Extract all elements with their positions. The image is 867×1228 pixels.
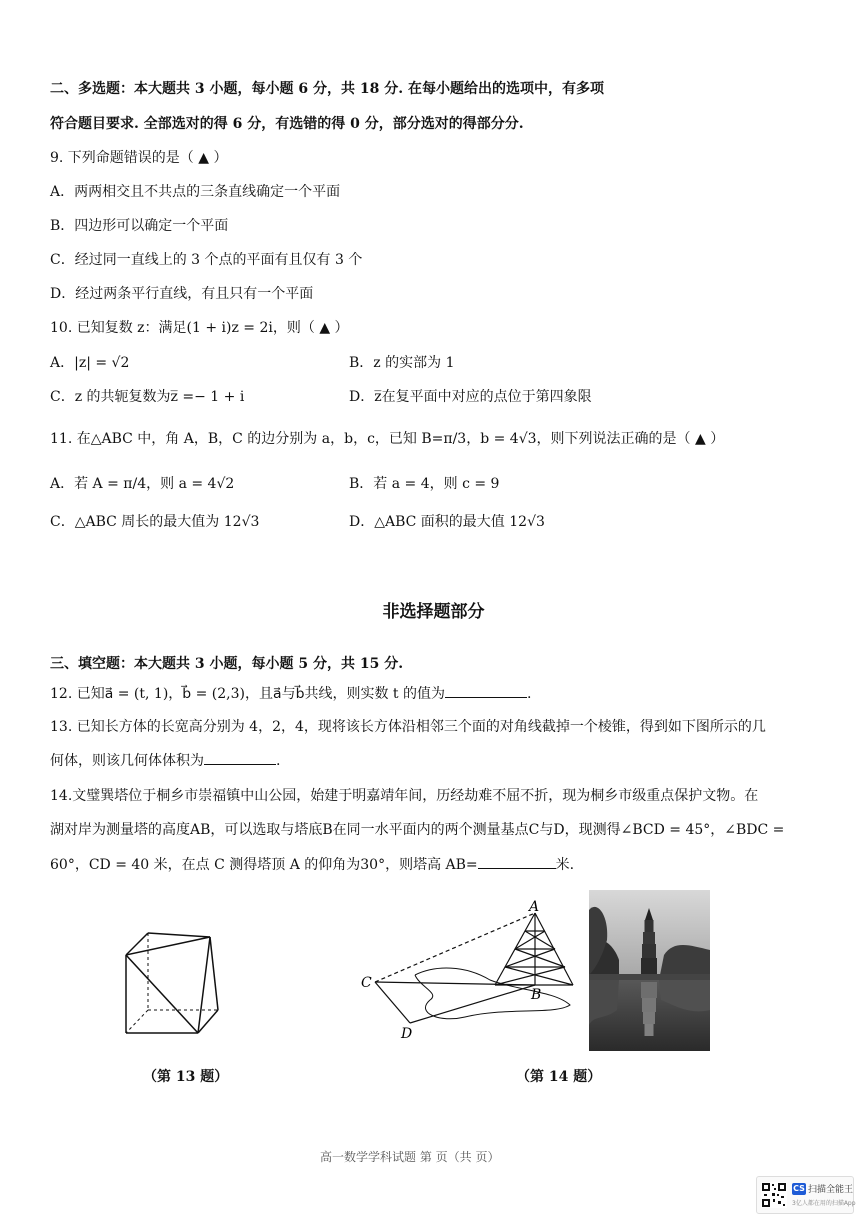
label-a: A [529,899,540,915]
q14-line3-wrap [50,856,574,874]
q14-line1: 14.文璧巽塔位于桐乡市崇福镇中山公园，始建于明嘉靖年间，历经劫难不屈不折，现为桐乡市级重点保护文物。在 [50,788,759,804]
pagoda-photo [589,890,710,1051]
q14-line3: 60°，CD = 40 米，在点 C 测得塔顶 A 的仰角为30°，则塔高 AB= [50,857,478,873]
scanner-tagline: 3亿人都在用的扫描App [792,1200,856,1207]
q10-stem: 10. 已知复数 z：满足(1 + i)z = 2i，则（ ▲ ） [50,320,349,336]
q13-line2-wrap [50,752,280,770]
q9-option-d: D．经过两条平行直线，有且只有一个平面 [50,286,314,302]
q14-line2: 湖对岸为测量塔的高度AB，可以选取与塔底B在同一水平面内的两个测量基点C与D，现测得∠BCD = 45°，∠BDC = [50,822,785,838]
q9-option-c: C．经过同一直线上的 3 个点的平面有且仅有 3 个 [50,252,363,268]
q14-end: 米. [555,857,575,873]
cs-logo-icon: CS [793,1184,805,1193]
q12-text [50,685,531,703]
q9-option-b: B．四边形可以确定一个平面 [50,218,229,234]
figure-14-caption: （第 14 题） [516,1069,602,1085]
part-title: 非选择题部分 [382,602,485,622]
q10-option-a: A．|z| = √2 [50,355,130,371]
q12-answer-blank [445,685,527,698]
label-b: B [531,987,542,1003]
label-c: C [361,975,372,991]
q14-answer-blank [478,856,556,869]
q11-stem: 11. 在△ABC 中，角 A，B，C 的边分别为 a，b，c，已知 B=π/3，b = 4√3，则下列说法正确的是（ ▲ ） [50,431,725,447]
q9-option-a: A．两两相交且不共点的三条直线确定一个平面 [50,184,341,200]
page-footer: 高一数学学科试题 第 页（共 页） [320,1150,500,1164]
q11-option-d: D．△ABC 面积的最大值 12√3 [349,514,545,530]
q10-option-c: C．z 的共轭复数为z̅ =− 1 + i [50,389,245,405]
qr-code-icon [761,1182,787,1208]
q11-option-a: A．若 A = π/4，则 a = 4√2 [50,476,235,492]
pagoda-photo-drawing [589,890,710,1051]
q12-stem: 12. 已知a⃗ = (t, 1)，b⃗ = (2,3)，且a⃗与b⃗共线，则实数 t 的值为 [50,686,445,702]
q13-line2: 何体，则该几何体体积为 [50,753,204,769]
scanner-app-name: 扫描全能王 [808,1185,854,1195]
figure-13-solid [118,925,228,1040]
q13-answer-blank [204,752,276,765]
q12-end: . [526,686,532,702]
q13-end: . [276,753,281,769]
label-d: D [401,1026,413,1042]
q11-option-b: B．若 a = 4，则 c = 9 [349,476,500,492]
q11-option-c: C．△ABC 周长的最大值为 12√3 [50,514,260,530]
section2-header-line2: 符合题目要求. 全部选对的得 6 分，有选错的得 0 分，部分选对的得部分分. [50,116,524,132]
figure-13-caption: （第 13 题） [143,1069,229,1085]
q13-line1: 13. 已知长方体的长宽高分别为 4，2，4，现将该长方体沿相邻三个面的对角线截掉一个棱锥，得到如下图所示的几 [50,719,766,735]
section3-header: 三、填空题：本大题共 3 小题，每小题 5 分，共 15 分. [50,656,404,672]
section2-header-line1: 二、多选题：本大题共 3 小题，每小题 6 分，共 18 分. 在每小题给出的选项中，有多项 [50,81,604,97]
figure-14-diagram [355,895,580,1045]
q10-option-b: B．z 的实部为 1 [349,355,455,371]
scanner-watermark [756,1176,854,1214]
q10-option-d: D．z̅在复平面中对应的点位于第四象限 [349,389,592,405]
q9-stem: 9. 下列命题错误的是（ ▲ ） [50,150,228,166]
